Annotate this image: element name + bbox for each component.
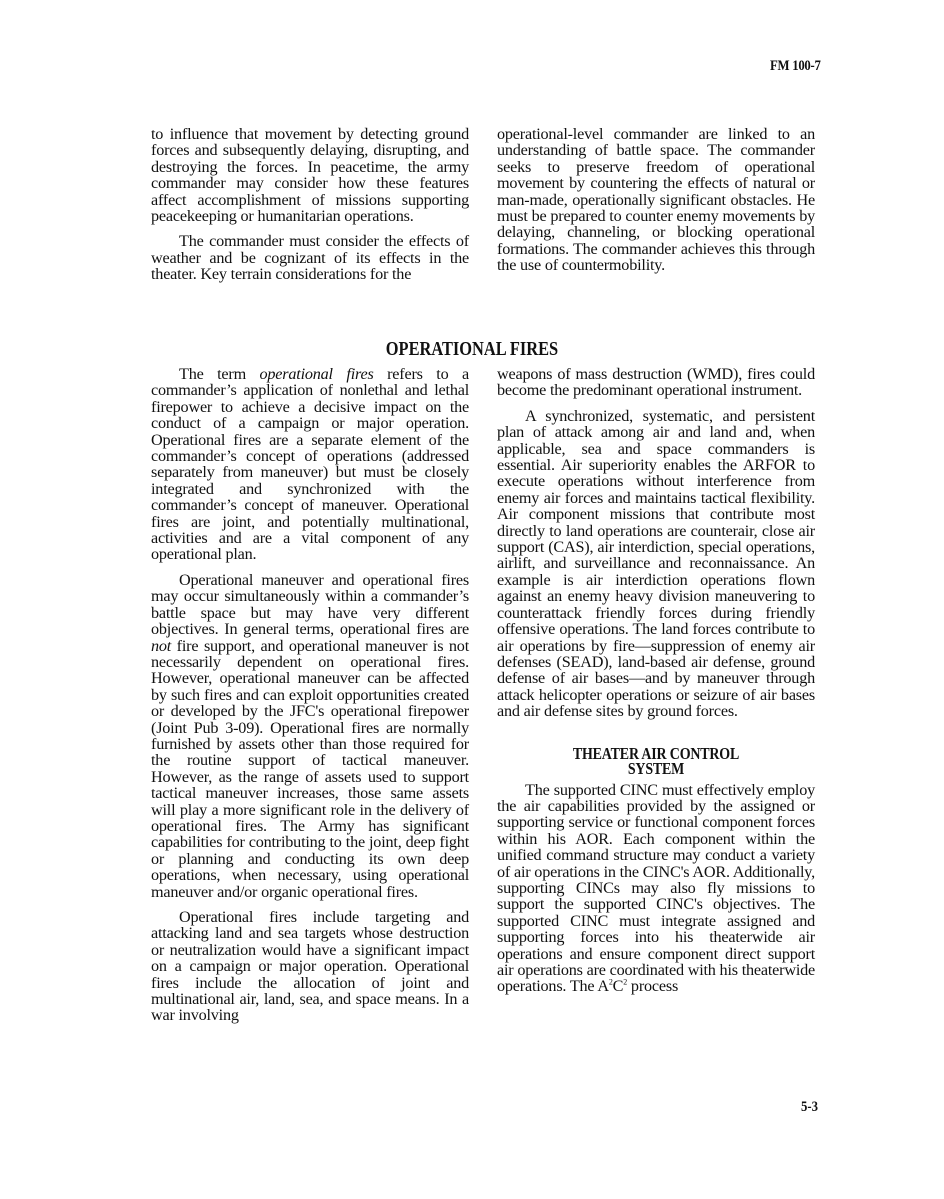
subsection-heading	[526, 743, 787, 778]
superscript: 2	[623, 978, 628, 988]
section-title: OPERATIONAL FIRES	[385, 338, 559, 360]
emphasis: operational fires	[259, 365, 374, 383]
text: Operational maneuver and operational fires may occur simultaneously within a commander’s battle space but may have very different objectives. In general terms, operational fires are	[151, 570, 469, 639]
paragraph	[151, 366, 469, 563]
emphasis: not	[151, 636, 172, 655]
page-header: FM 100-7	[770, 58, 821, 74]
text: refers to a commander’s application of nonlethal and lethal firepower to achieve a decisive impact on the conduct of a campaign or major operation. Operational fires are a separate element of the commander’s concept of operations (addressed separately from maneuver) but must be closely integrated and synchronized with the commander’s concept of maneuver. Operational fires are joint, and potentially multinational, activities and are a vital component of any operational plan.	[151, 365, 470, 564]
paragraph: Operational fires include targeting and attacking land and sea targets whose destruction or neutralization would have a significant impact on a campaign or major operation. Operational fires include the allocation of joint and multinational air, land, sea, and space means. In a war involving	[151, 908, 469, 1025]
right-column	[497, 366, 815, 1004]
paragraph	[497, 782, 815, 995]
left-column	[151, 366, 469, 1033]
text: C	[612, 977, 624, 996]
superscript: 2	[608, 978, 613, 988]
subsection-heading-line: THEATER AIR CONTROL	[572, 743, 740, 763]
top-left-column	[151, 126, 469, 292]
paragraph: operational-level commander are linked to an understanding of battle space. The commander seeks to preserve freedom of operational movement by countering the effects of natural or man-made, operationally significant obstacles. He must be prepared to counter enemy movements by delaying, channeling, or blocking operational formations. The commander achieves this through the use of countermobility.	[497, 125, 815, 275]
text: The term	[179, 365, 260, 383]
text: process	[627, 977, 679, 996]
paragraph	[151, 572, 469, 900]
text: The supported CINC must effectively employ the air capabilities provided by the assigned or supporting service or functional component forces within his AOR. Each component within the unified command structure may conduct a variety of air operations in the CINC's AOR. Additionally, supporting CINCs may also fly missions to support the supported CINC's objectives. The supported CINC must integrate assigned and supporting forces into his theaterwide air operations and ensure component direct support air operations are coordinated with his theaterwide operations. The A	[497, 780, 815, 996]
paragraph: The commander must consider the effects of weather and be cognizant of its effects in the theater. Key terrain considerations for the	[151, 232, 469, 284]
page-number: 5-3	[801, 1099, 818, 1115]
top-right-column	[497, 126, 815, 283]
paragraph: to influence that movement by detecting ground forces and subsequently delaying, disrupting, and destroying the forces. In peacetime, the army commander may consider how these features affect accomplishment of missions supporting peacekeeping or humanitarian operations.	[151, 125, 469, 226]
text: fire support, and operational maneuver is not necessarily dependent on operational fires. However, operational maneuver can be affected by such fires and can exploit opportunities created or developed by the JFC's operational firepower (Joint Pub 3-09). Operational fires are normally furnished by assets other than those required for the routine support of tactical maneuver. However, as the range of assets used to support tactical maneuver increases, those same assets will play a more significant role in the delivery of operational fires. The Army has significant capabilities for contributing to the joint, deep fight or planning and conducting its own deep operations, when necessary, using operational maneuver and/or organic operational fires.	[151, 636, 469, 901]
paragraph: weapons of mass destruction (WMD), fires could become the predominant operational instrument.	[497, 365, 815, 400]
subsection-heading-line: SYSTEM	[627, 758, 685, 778]
paragraph: A synchronized, systematic, and persistent plan of attack among air and land and, when applicable, sea and space commanders is essential. Air superiority enables the ARFOR to execute operations without interference from enemy air forces and maintains tactical flexibility. Air component missions that contribute most directly to land operations are counterair, close air support (CAS), air interdiction, special operations, airlift, and surveillance and reconnaissance. An example is air interdiction operations flown against an enemy heavy division maneuvering to counterattack friendly forces during friendly offensive operations. The land forces contribute to air operations by fire—suppression of enemy air defenses (SEAD), land-based air defense, ground defense of air bases—and by maneuver through attack helicopter operations or seizure of air bases and air defense sites by ground forces.	[497, 406, 815, 721]
